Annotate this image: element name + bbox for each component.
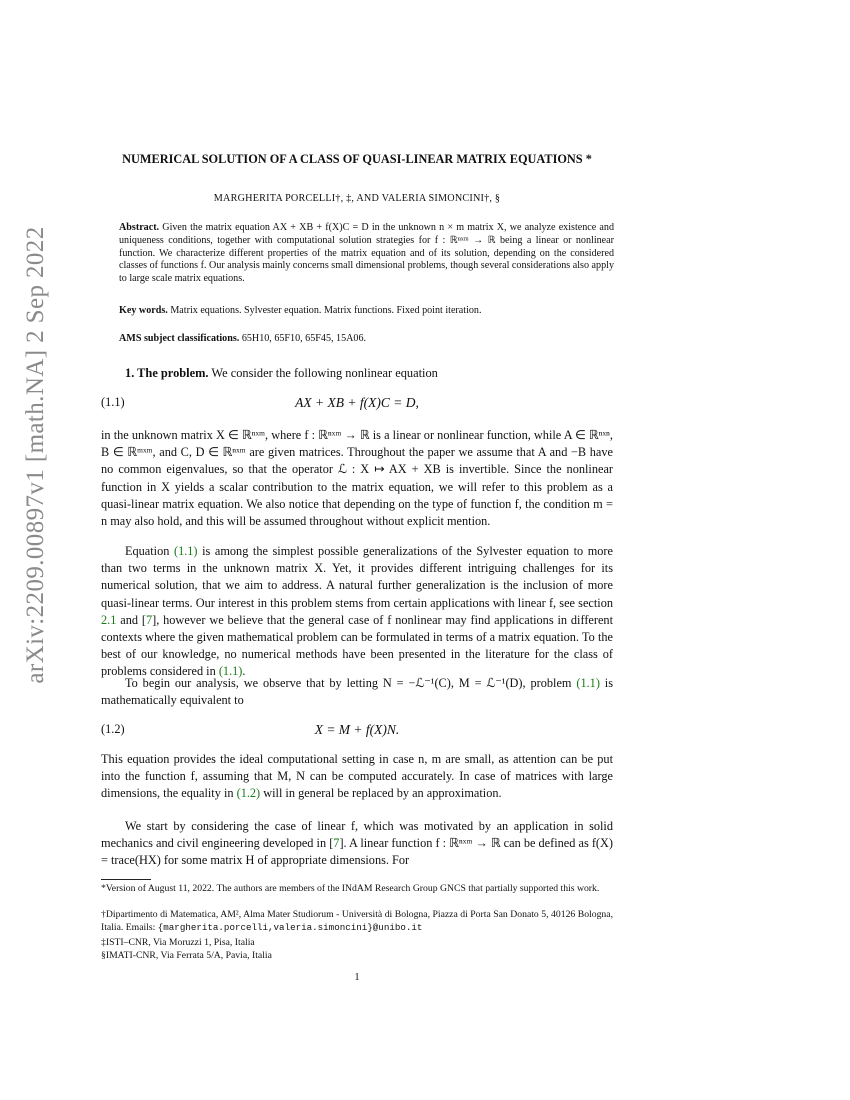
text: This equation provides the ideal computational setting in case n, m are small, as attention can be put into the function f, assuming that M, N can be computed accurately. In case of matrices with large dimensions, the equality in: [101, 752, 613, 801]
text: We start by considering the case of linear f, which was motivated by an application in solid mechanics and civil engineering developed in [: [101, 819, 613, 851]
text: will in general be replaced by an approximation.: [260, 786, 502, 801]
equation-ref-link[interactable]: (1.1): [218, 664, 243, 679]
text: .: [242, 664, 246, 679]
text: ], however we believe that the general case of f nonlinear may find applications in different contexts where the given mathematical problem can be formulated in terms of a matrix equation. To the best of our knowledge, no numerical methods have been presented in the literature for the class of problems considered in: [101, 612, 613, 679]
ams-text: 65H10, 65F10, 65F45, 15A06.: [241, 333, 367, 344]
keywords-text: Matrix equations. Sylvester equation. Matrix functions. Fixed point iteration.: [170, 305, 482, 316]
paper-title: NUMERICAL SOLUTION OF A CLASS OF QUASI-LINEAR MATRIX EQUATIONS *: [122, 152, 592, 166]
section-heading: [125, 366, 438, 381]
arxiv-stamp: [22, 0, 50, 1100]
citation-link[interactable]: 7: [333, 836, 340, 851]
paper-authors: MARGHERITA PORCELLI†, ‡, AND VALERIA SIMONCINI†, §: [213, 193, 501, 204]
abstract-label: Abstract.: [119, 222, 160, 233]
section-title: 1. The problem.: [125, 366, 209, 380]
equation-math: AX + XB + f(X)C = D,: [295, 395, 419, 410]
section-lead: We consider the following nonlinear equation: [211, 366, 438, 380]
equation-ref-link[interactable]: (1.1): [173, 544, 198, 558]
text: To begin our analysis, we observe that by letting N = −ℒ⁻¹(C), M = ℒ⁻¹(D), problem: [125, 676, 577, 690]
ams-label: AMS subject classifications.: [119, 333, 240, 344]
equation-1-1: [101, 395, 613, 411]
footnote-4: §IMATI-CNR, Via Ferrata 5/A, Pavia, Italia: [101, 950, 272, 961]
email-link[interactable]: {margherita.porcelli,valeria.simoncini}@unibo.it: [157, 921, 423, 933]
footnote-3: ‡ISTI–CNR, Via Moruzzi 1, Pisa, Italia: [101, 937, 255, 948]
paragraph-2: [101, 543, 613, 681]
page-number: 1: [354, 972, 360, 983]
section-ref-link[interactable]: 2.1: [101, 612, 117, 627]
paragraph-5: [101, 818, 613, 870]
equation-ref-link[interactable]: (1.1): [576, 676, 600, 690]
abstract: [119, 222, 614, 286]
abstract-text: Given the matrix equation AX + XB + f(X)C = D in the unknown n × m matrix X, we analyze existence and uniqueness conditions, together with computational solution strategies for f : ℝⁿˣᵐ → ℝ being a linear or nonlinear function. We characterize different properties of the matrix equation and of its solution, depending on the considered classes of functions f. Our analysis mainly concerns small dimensional problems, though several considerations also apply to large scale matrix equations.: [119, 222, 614, 285]
footnote-2: [101, 909, 613, 934]
ams-classifications: [119, 333, 614, 344]
text: is mathematically equivalent to: [101, 676, 614, 708]
footnote-1: *Version of August 11, 2022. The authors are members of the INdAM Research Group GNCS that partially supported this work.: [101, 883, 600, 894]
paragraph-3: [101, 675, 613, 709]
equation-number: (1.2): [101, 722, 125, 736]
equation-math: X = M + f(X)N.: [314, 722, 400, 737]
text: Equation: [125, 544, 174, 558]
keywords-label: Key words.: [119, 305, 168, 316]
equation-ref-link[interactable]: (1.2): [236, 786, 261, 801]
footnote-divider: [101, 879, 151, 880]
equation-number: (1.1): [101, 395, 125, 409]
keywords: [119, 305, 614, 316]
paragraph-1: in the unknown matrix X ∈ ℝⁿˣᵐ, where f : ℝⁿˣᵐ → ℝ is a linear or nonlinear function, while A ∈ ℝⁿˣⁿ, B ∈ ℝᵐˣᵐ, and C, D ∈ ℝⁿˣᵐ are given matrices. Throughout the paper we assume that A and −B have no common eigenvalues, so that the operator ℒ : X ↦ AX + XB is invertible. Since the nonlinear function in X yields a scalar contribution to the matrix equation, we will refer to this problem as a quasi-linear matrix equation. We also notice that depending on the type of function f, the condition m = n may also hold, and this will be assumed throughout without explicit mention.: [101, 428, 613, 529]
text: is among the simplest possible generalizations of the Sylvester equation to more than two terms in the unknown matrix X. Yet, it provides different intriguing challenges for its numerical solution, that we aim to address. A natural further generalization is the inclusion of more quasi-linear terms. Our interest in this problem stems from certain applications with linear f, see section: [101, 544, 613, 610]
citation-link[interactable]: 7: [145, 612, 153, 627]
equation-1-2: [101, 722, 613, 738]
text: and [: [116, 612, 146, 627]
text: ]. A linear function f : ℝⁿˣᵐ → ℝ can be defined as f(X) = trace(HX) for some matrix H of appropriate dimensions. For: [101, 836, 613, 868]
arxiv-stamp-text: arXiv:2209.00897v1 [math.NA] 2 Sep 2022: [22, 226, 49, 684]
footnote-2-text: †Dipartimento di Matematica, AM², Alma Mater Studiorum - Università di Bologna, Piazza di Porta San Donato 5, 40126 Bologna, Italia. Emails:: [101, 909, 613, 933]
paragraph-4: [101, 751, 613, 803]
